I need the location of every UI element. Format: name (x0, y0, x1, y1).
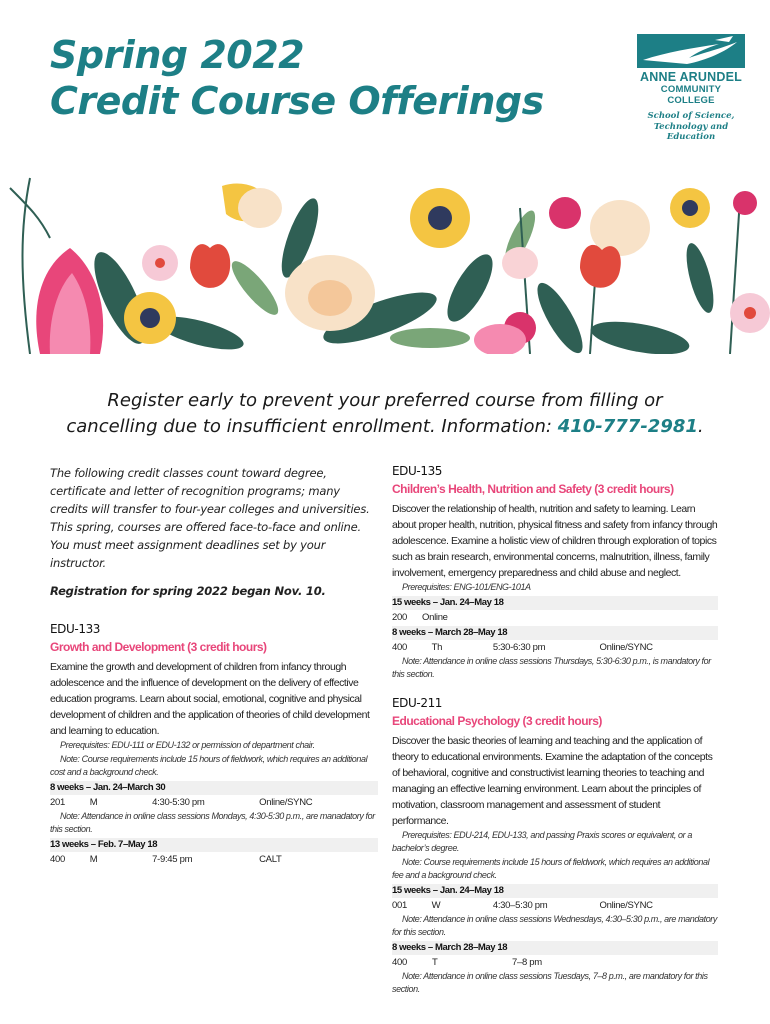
intro-message (40, 388, 730, 440)
section-time: 5:30-6:30 pm (492, 641, 546, 653)
logo-school-line-1: School of Science, (647, 111, 735, 121)
section-number: 200 (392, 611, 407, 623)
section-mode: Online (422, 611, 448, 623)
title-line-1: Spring 2022 (50, 33, 305, 77)
section-number: 201 (50, 796, 65, 808)
session-row (392, 610, 718, 625)
course-title: Growth and Development (3 credit hours) (50, 640, 267, 654)
course-prerequisites: Prerequisites: EDU-214, EDU-133, and passing Praxis scores or equivalent, or a bachelor’s degree. (392, 829, 692, 853)
session-note: Note: Attendance in online class sessions Wednesdays, 4:30–5:30 p.m., are mandatory for this section. (392, 913, 718, 937)
course-description: Discover the basic theories of learning and teaching and the application of theory to educational environments. Examine the adaptation of the concepts of behavioral, cognitive and constructivist learning theories to teaching and managing an effective learning environment. Learn about the principles of motivation, classroom management and assessment of student performance. (392, 734, 713, 827)
college-logo (636, 34, 746, 143)
course-edu-133 (50, 622, 378, 867)
section-time: 4:30-5:30 pm (152, 796, 205, 808)
course-note: Note: Course requirements include 15 hours of fieldwork, which requires an additional fee and a background check. (392, 856, 710, 880)
course-title: Children’s Health, Nutrition and Safety (3 credit hours) (392, 482, 674, 496)
section-number: 400 (392, 956, 407, 968)
section-day: Th (431, 641, 443, 653)
logo-name-line-2: COMMUNITY COLLEGE (660, 84, 722, 106)
session-heading: 13 weeks – Feb. 7–May 18 (50, 838, 378, 852)
page-title (50, 32, 544, 124)
session-row (392, 640, 718, 655)
section-mode: CALT (259, 853, 282, 865)
intro-line-2 (40, 414, 730, 440)
registration-note: Registration for spring 2022 began Nov. 10. (50, 584, 326, 598)
logo-name-line-1: ANNE ARUNDEL (640, 70, 742, 84)
session-heading: 8 weeks – March 28–May 18 (392, 626, 718, 640)
session-heading: 8 weeks – Jan. 24–March 30 (50, 781, 378, 795)
session-row (50, 795, 378, 810)
logo-school-line-2: Technology and (653, 121, 729, 132)
section-time: 7-9:45 pm (152, 853, 193, 865)
session-row (392, 898, 718, 913)
session-note: Note: Attendance in online class sessions Thursdays, 5:30-6:30 p.m., is mandatory for this section. (392, 655, 711, 679)
session-heading: 15 weeks – Jan. 24–May 18 (392, 596, 718, 610)
title-line-2: Credit Course Offerings (50, 79, 544, 123)
session-row (50, 852, 378, 867)
session-heading: 15 weeks – Jan. 24–May 18 (392, 884, 718, 898)
section-mode: Online/SYNC (599, 641, 653, 653)
intro-line-2-text: cancelling due to insufficient enrollment. Information: (66, 416, 558, 437)
section-day: M (89, 853, 98, 865)
section-day: T (432, 956, 438, 968)
logo-school (636, 111, 746, 143)
lead-paragraph: The following credit classes count toward degree, certificate and letter of recognition programs; many credits will transfer to four-year colleges and universities. This spring, courses are offered face-to-face and online. You must meet assignment deadlines set by your instructor. (50, 466, 370, 570)
intro-period: . (697, 416, 704, 437)
course-code: EDU-135 (392, 464, 443, 478)
section-number: 400 (50, 853, 65, 865)
section-mode: Online/SYNC (259, 796, 313, 808)
session-note: Note: Attendance in online class sessions Tuesdays, 7–8 p.m., are mandatory for this section. (392, 970, 708, 994)
course-title: Educational Psychology (3 credit hours) (392, 713, 602, 728)
section-number: 001 (392, 899, 407, 911)
section-day: M (89, 796, 98, 808)
course-code: EDU-211 (392, 695, 443, 710)
section-number: 400 (392, 641, 407, 653)
section-day: W (431, 899, 441, 911)
course-prerequisites: Prerequisites: EDU-111 or EDU-132 or permission of department chair. (60, 740, 315, 750)
phone-number[interactable]: 410-777-2981 (557, 416, 698, 437)
left-column (50, 464, 378, 879)
session-heading: 8 weeks – March 28–May 18 (392, 941, 718, 955)
course-code: EDU-133 (50, 622, 101, 636)
section-time: 7–8 pm (512, 956, 542, 968)
bird-logo-icon (637, 34, 745, 68)
course-prerequisites: Prerequisites: ENG-101/ENG-101A (402, 582, 531, 592)
course-edu-135 (392, 464, 718, 682)
session-note: Note: Attendance in online class sessions Mondays, 4:30-5:30 p.m., are manadatory for this section. (50, 810, 375, 834)
course-note: Note: Course requirements include 15 hours of fieldwork, which requires an additional cost and a background check. (50, 753, 368, 777)
section-mode: Online/SYNC (599, 899, 653, 911)
course-description: Discover the relationship of health, nutrition and safety to learning. Learn about proper health, nutrition, physical fitness and safety from infancy through adolescence. Examine a holistic view of children through exploration of topics such as brain research, environmental concerns, malnutrition, illness, family involvement, emergency preparedness and child abuse and neglect. (392, 503, 718, 579)
course-edu-211 (392, 696, 718, 997)
right-column (392, 464, 718, 1009)
floral-banner-illustration (0, 168, 770, 354)
section-time: 4:30–5:30 pm (492, 899, 548, 911)
logo-school-line-3: Education (666, 132, 716, 142)
session-row (392, 955, 718, 970)
course-description: Examine the growth and development of children from infancy through adolescence and the influence of development on the delivery of effective education programs. Learn about social, emotional, cognitive and physical development of children and the application of theories of child development and learning to education. (50, 661, 370, 737)
intro-line-1: Register early to prevent your preferred course from filling or (107, 390, 663, 411)
